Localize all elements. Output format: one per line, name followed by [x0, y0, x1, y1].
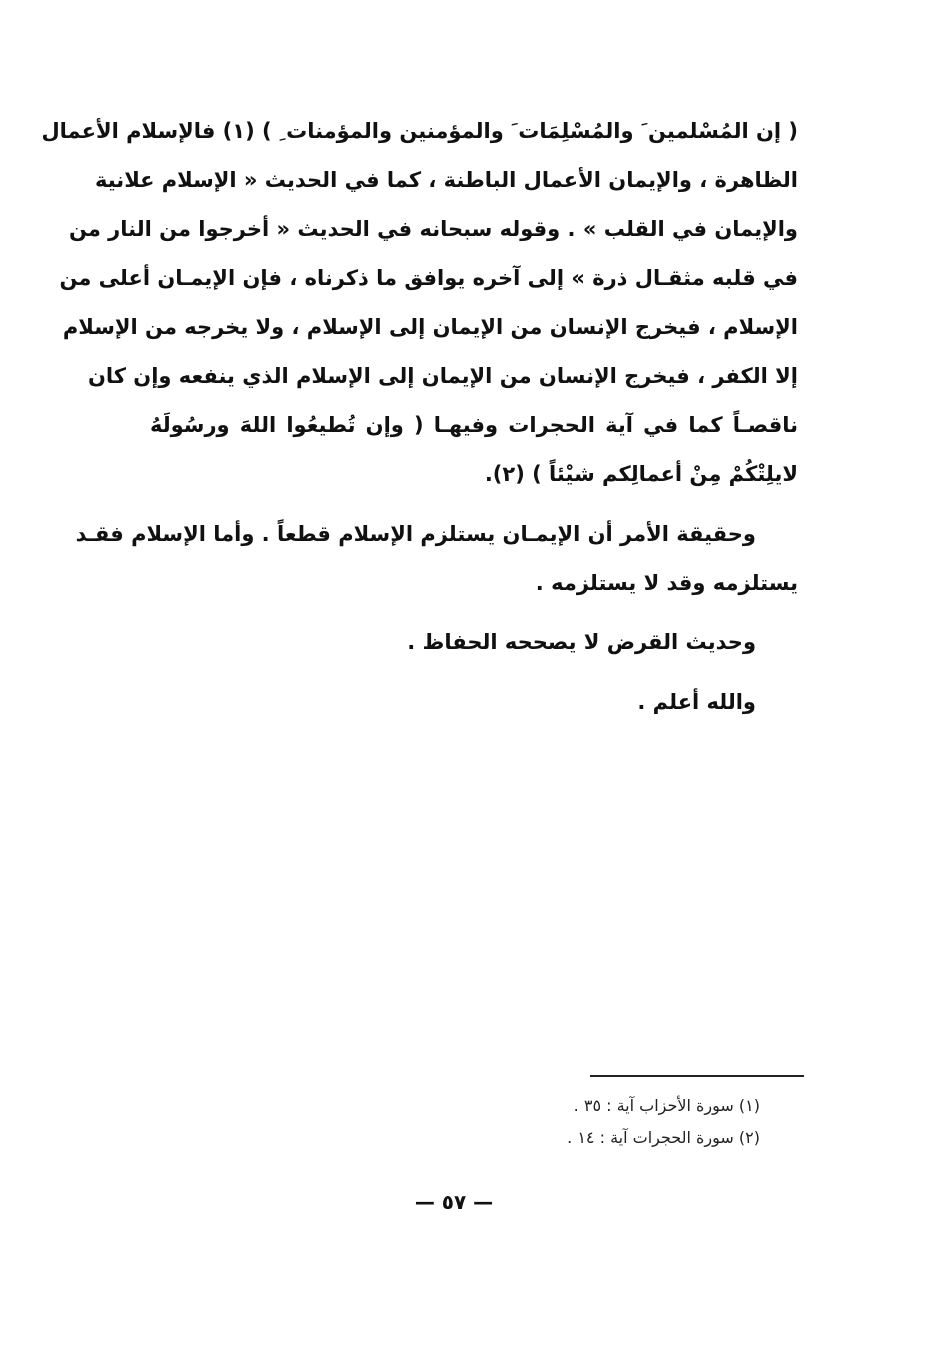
paragraph-1 [41, 107, 798, 499]
text-line: يستلزمه وقد لا يستلزمه . [535, 571, 798, 595]
text-line: الإسلام ، فيخرج الإنسان من الإيمان إلى الإسلام ، ولا يخرجه من الإسلام [62, 315, 798, 339]
footnote-divider [590, 1075, 804, 1077]
text-line: ناقصـاً كما في آية الحجرات وفيهـا ( وإن تُطيعُوا اللهَ ورسُولَهُ [150, 413, 798, 437]
text-line: الظاهرة ، والإيمان الأعمال الباطنة ، كما في الحديث « الإسلام علانية [95, 168, 798, 192]
paragraph-4 [150, 678, 798, 727]
text-line: والإيمان في القلب » . وقوله سبحانه في الحديث « أخرجوا من النار من [68, 217, 798, 241]
text-line: والله أعلم . [637, 690, 756, 714]
text-line: وحديث القرض لا يصححه الحفاظ . [407, 630, 756, 654]
footnotes [480, 1090, 760, 1154]
page-number: — ٥٧ — [414, 1190, 494, 1214]
paragraph-3 [150, 618, 798, 667]
text-line: ( إن المُسْلمين َ والمُسْلِمَات َ والمؤمنين والمؤمنات ِ ) (١) فالإسلام الأعمال [41, 119, 798, 143]
text-line: وحقيقة الأمر أن الإيمـان يستلزم الإسلام قطعاً . وأما الإسلام فقـد [75, 522, 756, 546]
text-line: إلا الكفر ، فيخرج الإنسان من الإيمان إلى الإسلام الذي ينفعه وإن كان [87, 364, 798, 388]
footnote: (١) سورة الأحزاب آية : ٣٥ . [573, 1096, 760, 1115]
text-line: في قلبه مثقـال ذرة » إلى آخره يوافق ما ذكرناه ، فإن الإيمـان أعلى من [59, 266, 798, 290]
paragraph-2 [75, 510, 798, 608]
footnote: (٢) سورة الحجرات آية : ١٤ . [567, 1128, 760, 1147]
text-line: لايلِتْكُمْ مِنْ أعمالِكم شيْئاً ) (٢). [484, 462, 798, 486]
